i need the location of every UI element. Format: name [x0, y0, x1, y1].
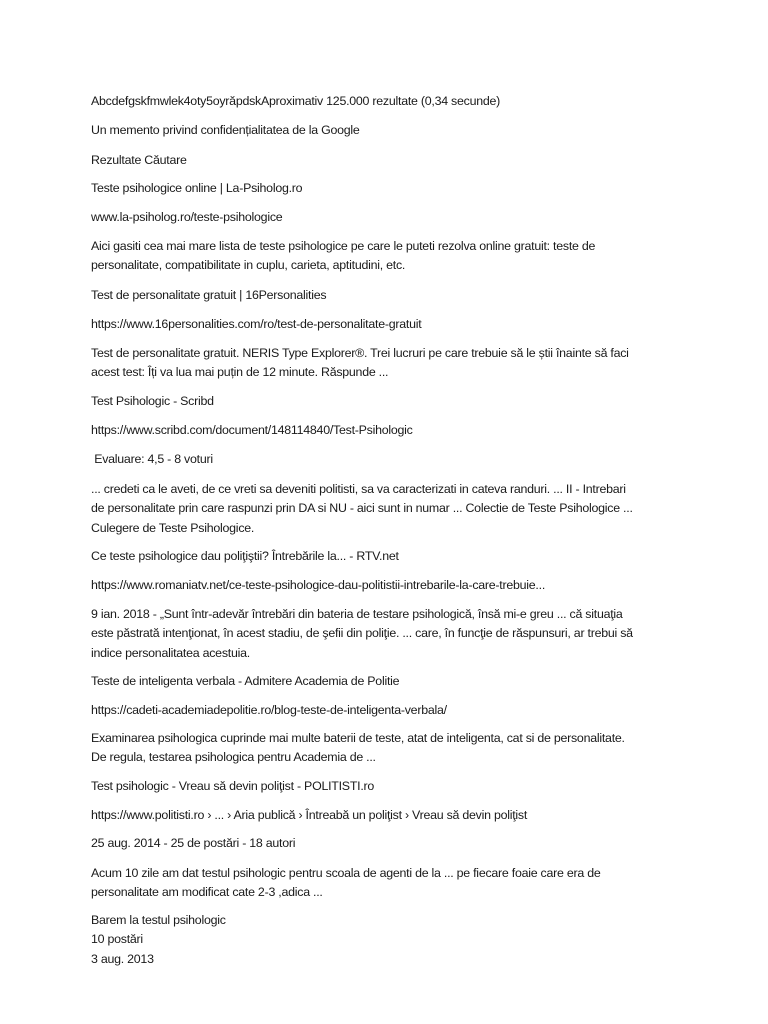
snippet-line: Acum 10 zile am dat testul psihologic pentru scoala de agenti de la ... pe fiecare foaie care era de [91, 866, 601, 880]
snippet-line: acest test: Îți va lua mai puțin de 12 minute. Răspunde ... [91, 365, 389, 380]
result-url[interactable]: https://www.scribd.com/document/148114840/Test-Psihologic [91, 423, 413, 437]
result-snippet [91, 480, 633, 538]
results-count-line: Abcdefgskfmwlek4oty5oyrăpdskAproximativ 125.000 rezultate (0,34 secunde) [91, 94, 501, 108]
result-snippet [91, 237, 595, 276]
result-snippet [91, 605, 633, 663]
result-title[interactable]: Test psihologic - Vreau să devin poliţist - POLITISTI.ro [91, 779, 375, 793]
result-url[interactable]: https://www.16personalities.com/ro/test-de-personalitate-gratuit [91, 317, 422, 331]
snippet-line: Aici gasiti cea mai mare lista de teste psihologice pe care le puteti rezolva online gratuit: teste de [91, 239, 596, 253]
result-title[interactable]: Ce teste psihologice dau poliţiştii? Întrebările la... - RTV.net [91, 549, 399, 563]
privacy-reminder[interactable]: Un memento privind confidențialitatea de la Google [91, 123, 360, 137]
result-url[interactable]: https://www.romaniatv.net/ce-teste-psihologice-dau-politistii-intrebarile-la-care-trebuie... [91, 578, 546, 592]
result-title[interactable]: Teste psihologice online | La-Psiholog.ro [91, 181, 303, 195]
result-url[interactable]: www.la-psiholog.ro/teste-psihologice [91, 210, 283, 224]
snippet-line: Culegere de Teste Psihologice. [91, 520, 255, 535]
result-rating: Evaluare: 4,5 - 8 voturi [91, 452, 213, 466]
snippet-line: personalitate am modificat cate 2-3 ,adica ... [91, 885, 323, 900]
snippet-line: de personalitate prin care raspunzi prin DA si NU - aici sunt in numar ... Colectie de Teste Psihologice ... [91, 501, 633, 516]
result-title[interactable]: Teste de inteligenta verbala - Admitere Academia de Politie [91, 674, 400, 688]
section-title: Rezultate Căutare [91, 153, 187, 167]
forum-row [91, 911, 272, 969]
forum-topic-link[interactable]: Barem la testul psihologic [91, 913, 226, 927]
forum-post-count: 10 postări [91, 932, 143, 947]
snippet-line: Examinarea psihologica cuprinde mai multe baterii de teste, atat de inteligenta, cat si de personalitate. [91, 731, 625, 745]
forum-date: 3 aug. 2013 [91, 951, 154, 966]
result-title[interactable]: Test Psihologic - Scribd [91, 394, 214, 408]
result-snippet [91, 729, 625, 768]
snippet-line: 9 ian. 2018 - „Sunt într-adevăr întrebări din bateria de testare psihologică, însă mi-e greu ... că situaţia [91, 607, 623, 621]
snippet-line: personalitate, compatibilitate in cuplu, carieta, aptitudini, etc. [91, 258, 406, 273]
snippet-line: De regula, testarea psihologica pentru Academia de ... [91, 750, 376, 765]
snippet-line: ... credeti ca le aveti, de ce vreti sa deveniti politisti, sa va caracterizati in cateva randuri. ... II - Intrebari [91, 482, 626, 496]
snippet-line: indice personalitatea acestuia. [91, 645, 250, 660]
result-title[interactable]: Test de personalitate gratuit | 16Personalities [91, 288, 327, 302]
result-meta: 25 aug. 2014 - 25 de postări - 18 autori [91, 836, 296, 850]
snippet-line: Test de personalitate gratuit. NERIS Type Explorer®. Trei lucruri pe care trebuie să le știi înainte să faci [91, 346, 629, 360]
result-snippet [91, 344, 629, 383]
result-url[interactable]: https://www.politisti.ro › ... › Aria publică › Întreabă un poliţist › Vreau să devin poliţist [91, 808, 528, 822]
snippet-line: este păstrată intenţionat, în acest stadiu, de şefii din poliţie. ... care, în funcţie de răspunsuri, ar trebui să [91, 626, 633, 641]
result-url[interactable]: https://cadeti-academiadepolitie.ro/blog-teste-de-inteligenta-verbala/ [91, 703, 447, 717]
result-snippet [91, 864, 601, 903]
